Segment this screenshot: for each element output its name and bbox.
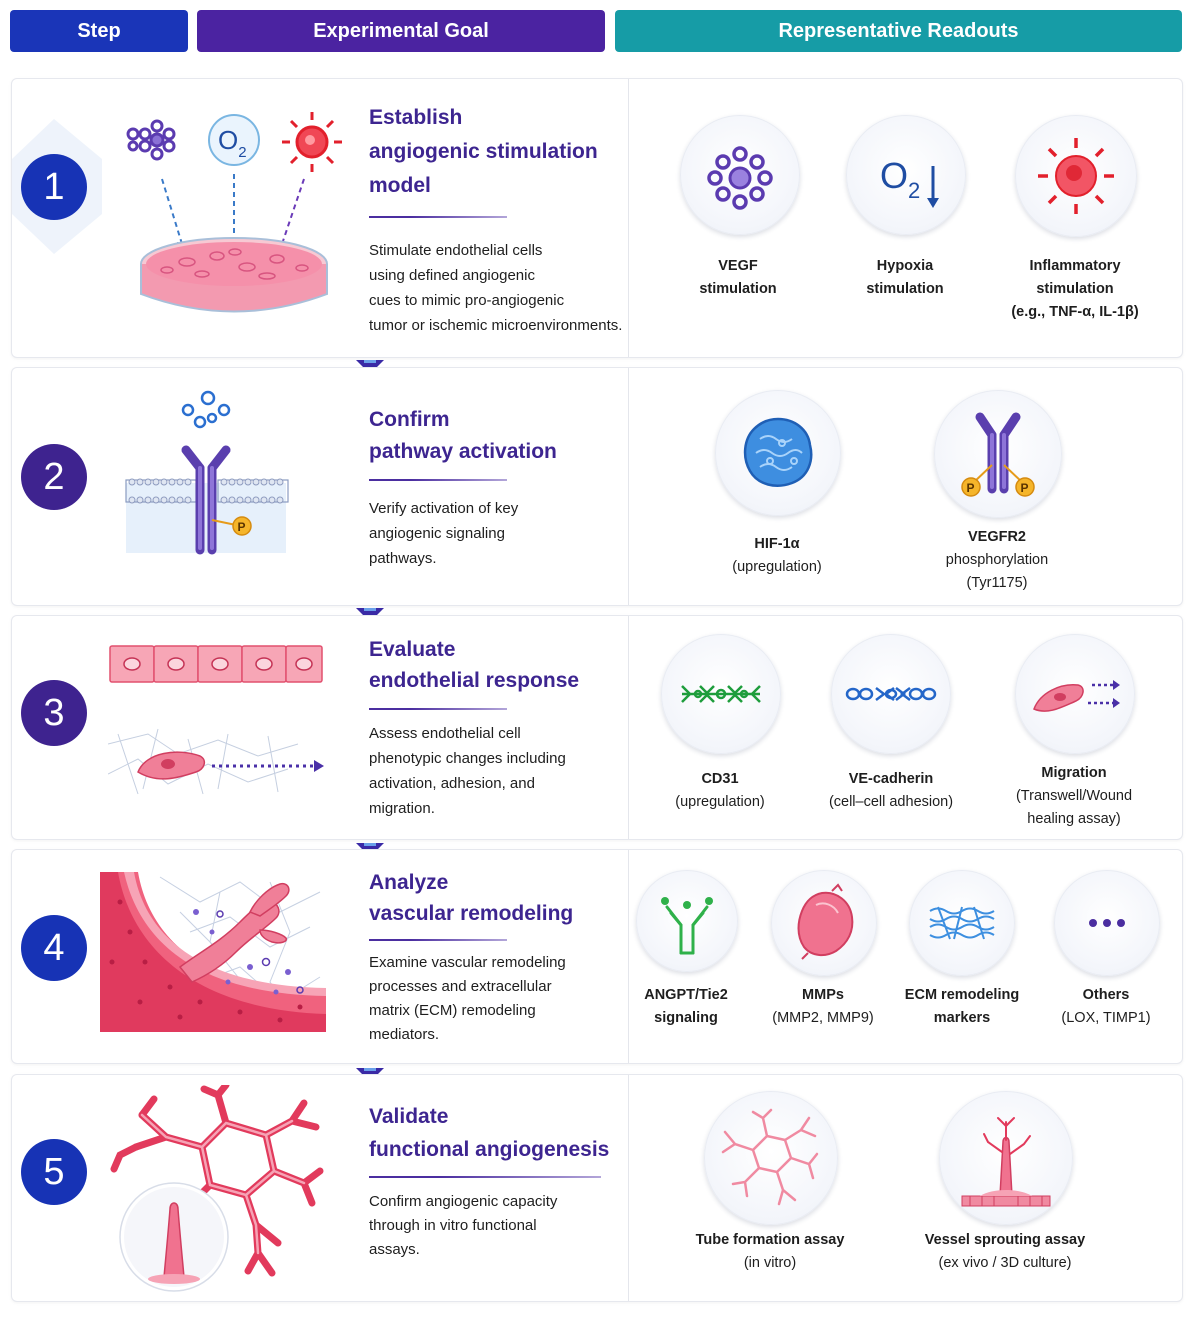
step-3-goal-title: Evaluate endothelial response <box>369 638 580 692</box>
oxygen-icon <box>209 115 259 165</box>
step-1-card <box>11 78 1183 358</box>
inflammation-sun-icon <box>282 112 342 172</box>
title-underline <box>369 479 507 481</box>
vegfr2-readout-label: VEGFR2 phosphorylation (Tyr1175) <box>945 529 1049 591</box>
column-divider <box>628 79 629 357</box>
petri-dish-stimulation-illustration <box>117 104 347 324</box>
step-4-number-badge: 4 <box>21 915 87 981</box>
title-underline <box>369 708 507 710</box>
column-divider <box>628 1075 629 1301</box>
step-2-card <box>11 367 1183 606</box>
step-5-number-badge: 5 <box>21 1139 87 1205</box>
angpt-tie2-icon <box>636 870 738 972</box>
tube-network-icon <box>704 1091 838 1225</box>
step-4-goal-description: Examine vascular remodeling processes and extracellular matrix (ECM) remodeling mediators. <box>369 954 566 1043</box>
ecm-readout-label: ECM remodeling markers <box>904 987 1020 1026</box>
step-3-goal-description: Assess endothelial cell phenotypic changes including activation, adhesion, and migration. <box>369 725 566 817</box>
ve-cadherin-readout-label: VE-cadherin (cell–cell adhesion) <box>828 771 954 810</box>
others-readout-label: Others (LOX, TIMP1) <box>1061 987 1151 1026</box>
step-4-goal-title: Analyze vascular remodeling <box>369 871 574 925</box>
column-divider <box>628 850 629 1063</box>
vegf-readout-label: VEGF stimulation <box>699 258 777 297</box>
column-divider <box>628 368 629 605</box>
inflammation-icon <box>1015 115 1137 237</box>
svg-text:P: P <box>1020 481 1029 495</box>
step-3-number-badge: 3 <box>21 680 87 746</box>
step-column-header: Step <box>10 10 188 52</box>
svg-text:P: P <box>237 520 246 534</box>
step-1-number-badge: 1 <box>21 154 87 220</box>
hypoxia-readout-label: Hypoxia stimulation <box>866 258 944 297</box>
svg-text:O2: $O_2$ <box>880 155 921 203</box>
cd31-readout-label: CD31 (upregulation) <box>675 771 765 810</box>
step-5-card <box>11 1074 1183 1302</box>
vegfr2-receptor-icon <box>934 390 1062 518</box>
step-5-goal-description: Confirm angiogenic capacity through in vitro functional assays. <box>369 1193 558 1258</box>
svg-text:P: P <box>966 481 975 495</box>
tube-network-sprout-illustration <box>106 1085 334 1295</box>
membrane-receptor-illustration <box>124 388 304 558</box>
migrating-cell-icon <box>1015 634 1135 754</box>
vegf-cluster-icon <box>128 121 174 159</box>
step-3-card <box>11 615 1183 840</box>
vascular-remodeling-illustration <box>100 872 326 1032</box>
title-underline <box>369 939 507 941</box>
mmp-enzyme-icon <box>771 870 877 976</box>
step-5-goal-title: Validate functional angiogenesis <box>369 1105 610 1161</box>
migration-readout-label: Migration (Transwell/Wound healing assay) <box>1015 765 1133 827</box>
vegf-molecule-icon <box>680 115 800 235</box>
svg-text:O2: $O_2$ <box>218 125 247 161</box>
vessel-sprouting-readout-label: Vessel sprouting assay (ex vivo / 3D culture) <box>924 1232 1086 1271</box>
title-underline <box>369 1176 601 1178</box>
endothelial-cells-illustration <box>108 644 328 804</box>
ecm-fibers-icon <box>909 870 1015 976</box>
column-divider <box>628 616 629 839</box>
ve-cadherin-icon <box>831 634 951 754</box>
vessel-sprout-icon <box>939 1091 1073 1225</box>
step-4-card <box>11 849 1183 1064</box>
goal-column-header: Experimental Goal <box>197 10 605 52</box>
more-dots-icon <box>1054 870 1160 976</box>
step-1-goal-description: Stimulate endothelial cells using defined angiogenic cues to mimic pro-angiogenic tumor or ischemic microenvironments. <box>369 242 623 334</box>
readouts-column-header: Representative Readouts <box>615 10 1182 52</box>
oxygen-decrease-icon <box>846 115 966 235</box>
angpt-tie2-readout-label: ANGPT/Tie2 signaling <box>644 987 728 1026</box>
hif1a-protein-icon <box>715 390 841 516</box>
step-2-goal-description: Verify activation of key angiogenic signaling pathways. <box>369 500 519 567</box>
step-2-goal-title: Confirm pathway activation <box>369 408 557 463</box>
step-1-goal-title: Establish angiogenic stimulation model <box>369 106 598 197</box>
inflammatory-readout-label: Inflammatory stimulation (e.g., TNF-α, IL-1β) <box>1011 258 1139 320</box>
cd31-junction-icon <box>661 634 781 754</box>
title-underline <box>369 216 507 218</box>
tube-formation-readout-label: Tube formation assay (in vitro) <box>695 1232 845 1271</box>
mmps-readout-label: MMPs (MMP2, MMP9) <box>772 987 874 1026</box>
step-2-number-badge: 2 <box>21 444 87 510</box>
hif1a-readout-label: HIF-1α (upregulation) <box>732 536 822 575</box>
